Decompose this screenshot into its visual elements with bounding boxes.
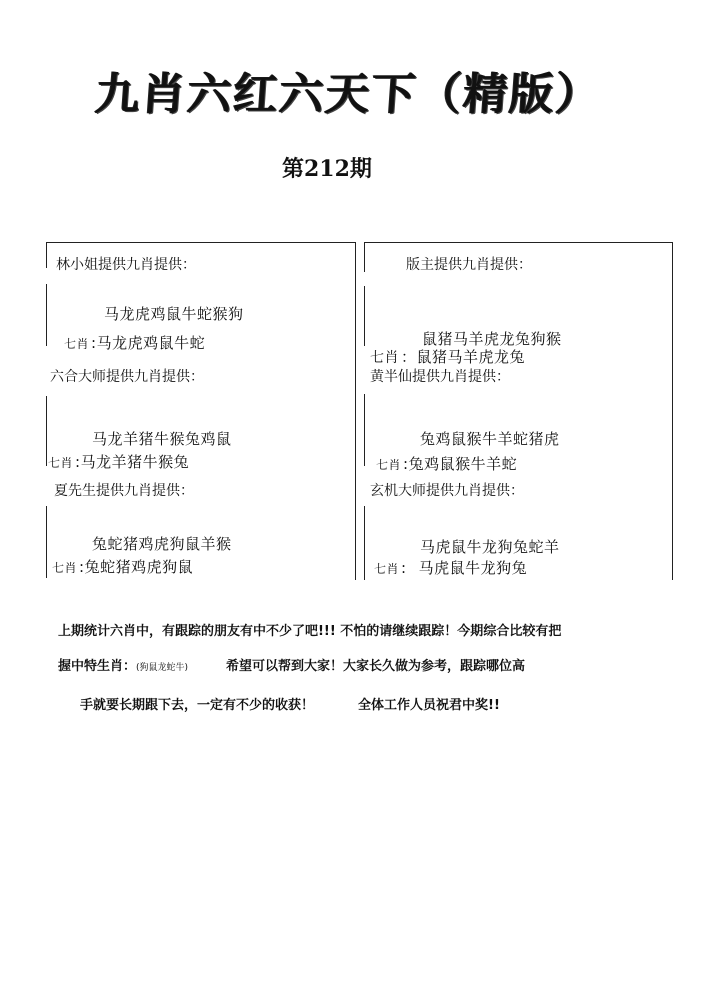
nine-zodiac-list: 兔鸡鼠猴牛羊蛇猪虎 bbox=[420, 430, 560, 448]
source-header: 夏先生提供九肖提供： bbox=[54, 483, 194, 499]
seven-zodiac-row bbox=[370, 346, 525, 367]
nine-zodiac-list: 马龙羊猪牛猴兔鸡鼠 bbox=[92, 430, 232, 448]
seven-zodiac-list: 马龙羊猪牛猴兔 bbox=[80, 453, 190, 471]
summary-line-1: 上期统计六肖中，有跟踪的朋友有中不少了吧!!! 不怕的请继续跟踪！今期综合比较有把 bbox=[58, 624, 562, 639]
summary-line-2 bbox=[58, 655, 525, 674]
seven-zodiac-row bbox=[48, 451, 189, 472]
seven-zodiac-list: 兔鸡鼠猴牛羊蛇 bbox=[408, 455, 518, 473]
seven-label: 七肖 bbox=[52, 561, 78, 575]
seven-separator: : bbox=[401, 559, 407, 577]
left-border bbox=[46, 242, 47, 268]
left-border bbox=[46, 506, 47, 578]
seven-label: 七肖 bbox=[376, 458, 402, 472]
seven-separator: ： bbox=[401, 348, 417, 366]
middle-divider bbox=[364, 242, 365, 272]
source-header: 六合大师提供九肖提供： bbox=[50, 369, 204, 385]
middle-divider bbox=[355, 242, 356, 580]
middle-divider bbox=[364, 394, 365, 466]
nine-zodiac-list: 兔蛇猪鸡虎狗鼠羊猴 bbox=[92, 535, 232, 553]
page-title: 九肖六红六天下（精版） bbox=[93, 69, 604, 120]
nine-zodiac-list: 马龙虎鸡鼠牛蛇猴狗 bbox=[104, 305, 244, 323]
seven-zodiac-row bbox=[52, 556, 193, 577]
summary-line-3 bbox=[80, 694, 500, 713]
summary-line-2-start: 握中特生肖： bbox=[58, 659, 137, 674]
seven-zodiac-list: 马龙虎鸡鼠牛蛇 bbox=[96, 334, 206, 352]
left-border bbox=[46, 396, 47, 466]
seven-label: 七肖 bbox=[374, 562, 400, 576]
middle-divider bbox=[364, 286, 365, 346]
source-header: 黄半仙提供九肖提供： bbox=[370, 369, 510, 385]
nine-zodiac-list: 鼠猪马羊虎龙兔狗猴 bbox=[422, 330, 562, 348]
table-top-left-border bbox=[46, 242, 356, 243]
summary-line-3-start: 手就要长期跟下去，一定有不少的收获！ bbox=[80, 698, 315, 713]
seven-separator: : bbox=[75, 453, 81, 471]
seven-separator: : bbox=[79, 558, 85, 576]
issue-number: 第212期 bbox=[282, 156, 372, 182]
middle-divider bbox=[364, 506, 365, 580]
source-header: 版主提供九肖提供： bbox=[406, 257, 532, 273]
seven-label: 七肖 bbox=[64, 337, 90, 351]
summary-line-2-end: 希望可以帮到大家！大家长久做为参考，跟踪哪位高 bbox=[226, 659, 526, 674]
seven-zodiac-row bbox=[374, 557, 527, 578]
source-header: 林小姐提供九肖提供： bbox=[56, 257, 196, 273]
special-zodiac-hint: (狗鼠龙蛇牛) bbox=[136, 663, 189, 673]
seven-zodiac-row bbox=[376, 453, 517, 474]
table-top-right-border bbox=[364, 242, 672, 243]
seven-label: 七肖 bbox=[370, 350, 399, 366]
seven-zodiac-row bbox=[64, 332, 205, 353]
seven-zodiac-list: 兔蛇猪鸡虎狗鼠 bbox=[84, 558, 194, 576]
right-border bbox=[672, 242, 673, 580]
summary-line-3-end: 全体工作人员祝君中奖!! bbox=[358, 698, 500, 713]
seven-separator: : bbox=[403, 455, 409, 473]
seven-zodiac-list: 马虎鼠牛龙狗兔 bbox=[418, 559, 528, 577]
nine-zodiac-list: 马虎鼠牛龙狗兔蛇羊 bbox=[420, 538, 560, 556]
seven-separator: : bbox=[91, 334, 97, 352]
seven-label: 七肖 bbox=[48, 456, 74, 470]
seven-zodiac-list: 鼠猪马羊虎龙兔 bbox=[416, 348, 526, 366]
left-border bbox=[46, 284, 47, 346]
source-header: 玄机大师提供九肖提供： bbox=[370, 483, 524, 499]
